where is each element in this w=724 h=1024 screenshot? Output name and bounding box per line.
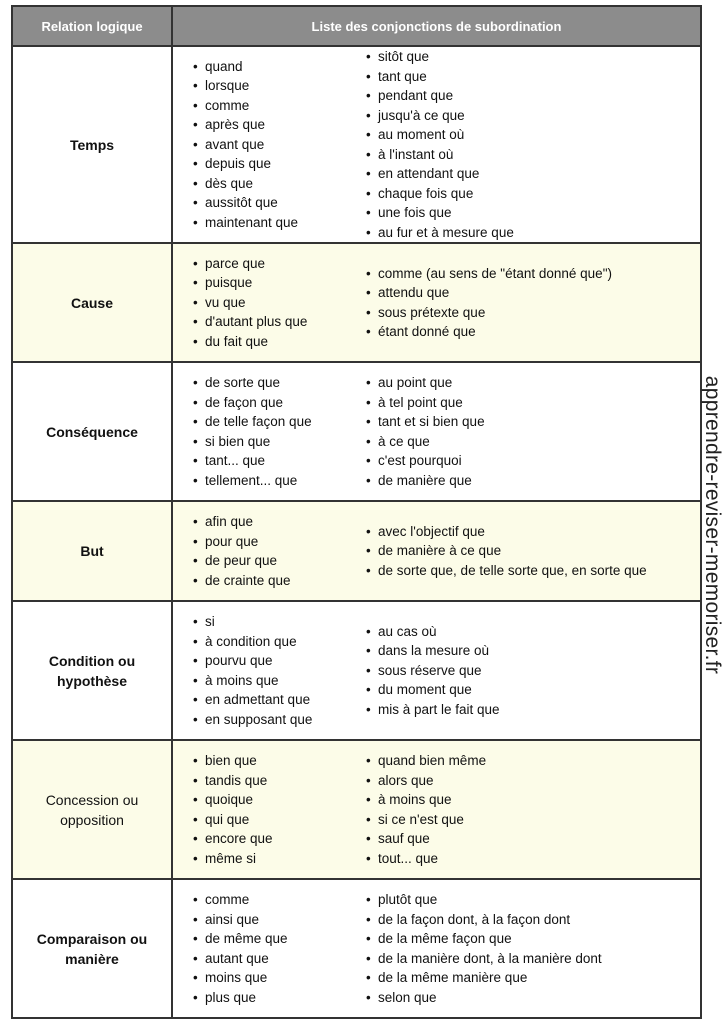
relation-label-line: Concession ou — [45, 791, 139, 808]
list-item: • comme — [193, 892, 250, 907]
relation-label: But — [80, 543, 104, 559]
list-item: • plus que — [193, 989, 257, 1005]
list-item: • avant que — [193, 136, 265, 152]
list-item: • vu que — [193, 294, 246, 310]
list-item: • ainsi que — [193, 911, 260, 927]
watermark-text: apprendre-reviser-memoriser.fr — [701, 375, 724, 675]
list-item: • au cas où — [366, 623, 437, 639]
list-item: • même si — [193, 850, 257, 866]
list-item: • lorsque — [193, 78, 250, 94]
list-item: • du fait que — [193, 333, 269, 349]
list-item: • de la même façon que — [366, 931, 512, 946]
list-item: • tandis que — [193, 772, 268, 788]
list-item: • au fur et à mesure que — [366, 224, 514, 240]
list-item: • afin que — [193, 514, 254, 529]
list-item: • de manière que — [366, 472, 472, 488]
relation-label: Cause — [70, 294, 114, 311]
site-watermark — [700, 360, 724, 690]
list-item: • attendu que — [366, 285, 450, 300]
list-item: • en admettant que — [193, 692, 311, 707]
conjunctions-table — [11, 5, 702, 1019]
list-item: • mis à part le fait que — [366, 701, 500, 717]
list-item: • de peur que — [193, 553, 278, 568]
list-item: • quand — [193, 58, 243, 74]
relation-label-line: hypothèse — [56, 672, 127, 689]
conjunction-list-left — [173, 512, 363, 590]
list-item: • si — [193, 614, 215, 629]
list-item: • c'est pourquoi — [366, 453, 462, 468]
relation-cell — [12, 879, 172, 1018]
list-item: • bien que — [193, 753, 257, 768]
row-comparaison — [12, 879, 701, 1018]
list-item: • de sorte que — [193, 375, 281, 390]
list-item: • moins que — [193, 970, 268, 985]
list-item: • à l'instant où — [366, 146, 454, 162]
list-item: • parce que — [193, 255, 266, 271]
list-item: • jusqu'à ce que — [366, 107, 465, 123]
list-item: • de la façon dont, à la façon dont — [366, 911, 571, 927]
list-item: • plutôt que — [366, 892, 438, 907]
list-item: • une fois que — [366, 205, 452, 220]
list-item: • d'autant plus que — [193, 314, 308, 330]
list-item: • sous prétexte que — [366, 304, 486, 320]
list-item: • tant et si bien que — [366, 414, 485, 429]
list-item: • maintenant que — [193, 214, 299, 230]
list-item: • tout... que — [366, 850, 439, 866]
list-item: • comme (au sens de "étant donné que") — [366, 265, 612, 281]
list-item: • tellement... que — [193, 472, 298, 488]
relation-cell — [12, 46, 172, 243]
list-cell — [172, 879, 701, 1018]
list-item: • si bien que — [193, 433, 271, 449]
list-item: • aussitôt que — [193, 195, 278, 211]
list-item: • de crainte que — [193, 572, 291, 588]
list-item: • chaque fois que — [366, 185, 474, 201]
conjunction-list-right — [363, 47, 700, 242]
conjunction-list-right — [363, 622, 700, 720]
list-item: • qui que — [193, 811, 250, 827]
conjunction-list-right — [363, 751, 700, 868]
list-item: • pour que — [193, 533, 259, 549]
table-header-row — [12, 6, 701, 46]
list-item: • étant donné que — [366, 324, 476, 339]
list-item: • à condition que — [193, 633, 297, 649]
list-item: • sous réserve que — [366, 662, 482, 678]
relation-cell — [12, 243, 172, 362]
row-concession — [12, 740, 701, 879]
relation-label-line: manière — [65, 950, 119, 967]
list-item: • à tel point que — [366, 394, 463, 410]
list-item: • si ce n'est que — [366, 811, 464, 827]
list-item: • après que — [193, 117, 266, 133]
conjunction-list-left — [173, 373, 363, 490]
relation-cell — [12, 362, 172, 501]
conjunction-list-left — [173, 751, 363, 868]
list-item: • du moment que — [366, 682, 472, 698]
relation-cell — [12, 601, 172, 740]
list-item: • de sorte que, de telle sorte que, en sorte que — [366, 562, 647, 578]
list-item: • de même que — [193, 931, 288, 946]
relation-cell — [12, 740, 172, 879]
conjunction-list-right — [363, 264, 700, 342]
list-item: • pourvu que — [193, 653, 273, 668]
list-item: • quand bien même — [366, 753, 487, 768]
header-liste: Liste des conjonctions de subordination — [172, 6, 701, 46]
list-item: • encore que — [193, 831, 273, 846]
relation-label-line: Comparaison ou — [36, 930, 148, 947]
list-cell — [172, 362, 701, 501]
relation-label-line: opposition — [60, 811, 124, 828]
row-but — [12, 501, 701, 601]
relation-label: Temps — [69, 136, 115, 153]
list-item: • depuis que — [193, 156, 272, 172]
list-item: • sitôt que — [366, 49, 430, 64]
row-temps — [12, 46, 701, 243]
list-cell — [172, 243, 701, 362]
row-cause — [12, 243, 701, 362]
conjunction-list-left — [173, 57, 363, 233]
list-cell — [172, 501, 701, 601]
list-item: • autant que — [193, 950, 269, 966]
list-item: • pendant que — [366, 88, 454, 103]
conjunction-list-left — [173, 612, 363, 729]
conjunction-list-right — [363, 890, 700, 1007]
list-item: • avec l'objectif que — [366, 523, 485, 539]
list-item: • de telle façon que — [193, 414, 312, 429]
list-item: • puisque — [193, 275, 253, 291]
list-item: • à moins que — [193, 672, 279, 688]
list-item: • au moment où — [366, 127, 465, 142]
relation-label: Conséquence — [46, 423, 138, 440]
list-item: • de façon que — [193, 394, 284, 410]
list-item: • tant... que — [193, 453, 266, 468]
list-item: • de manière à ce que — [366, 543, 502, 559]
list-cell — [172, 740, 701, 879]
header-relation: Relation logique — [12, 6, 172, 46]
list-item: • de la manière dont, à la manière dont — [366, 950, 602, 966]
list-item: • au point que — [366, 375, 453, 390]
relation-cell — [12, 501, 172, 601]
list-cell — [172, 601, 701, 740]
conjunction-list-right — [363, 522, 700, 581]
conjunction-list-right — [363, 373, 700, 490]
list-item: • tant que — [366, 68, 427, 84]
list-item: • dans la mesure où — [366, 643, 490, 659]
list-item: • comme — [193, 97, 250, 113]
list-item: • dès que — [193, 175, 254, 191]
list-item: • quoique — [193, 792, 254, 807]
list-item: • de la même manière que — [366, 970, 528, 985]
row-condition — [12, 601, 701, 740]
list-cell — [172, 46, 701, 243]
list-item: • à ce que — [366, 433, 430, 449]
list-item: • en supposant que — [193, 711, 313, 727]
list-item: • selon que — [366, 989, 437, 1005]
conjunction-list-left — [173, 890, 363, 1007]
relation-label-line: Condition ou — [48, 652, 136, 669]
conjunction-list-left — [173, 254, 363, 352]
list-item: • à moins que — [366, 792, 452, 807]
list-item: • en attendant que — [366, 166, 480, 181]
list-item: • alors que — [366, 772, 434, 788]
row-consequence — [12, 362, 701, 501]
list-item: • sauf que — [366, 831, 430, 846]
